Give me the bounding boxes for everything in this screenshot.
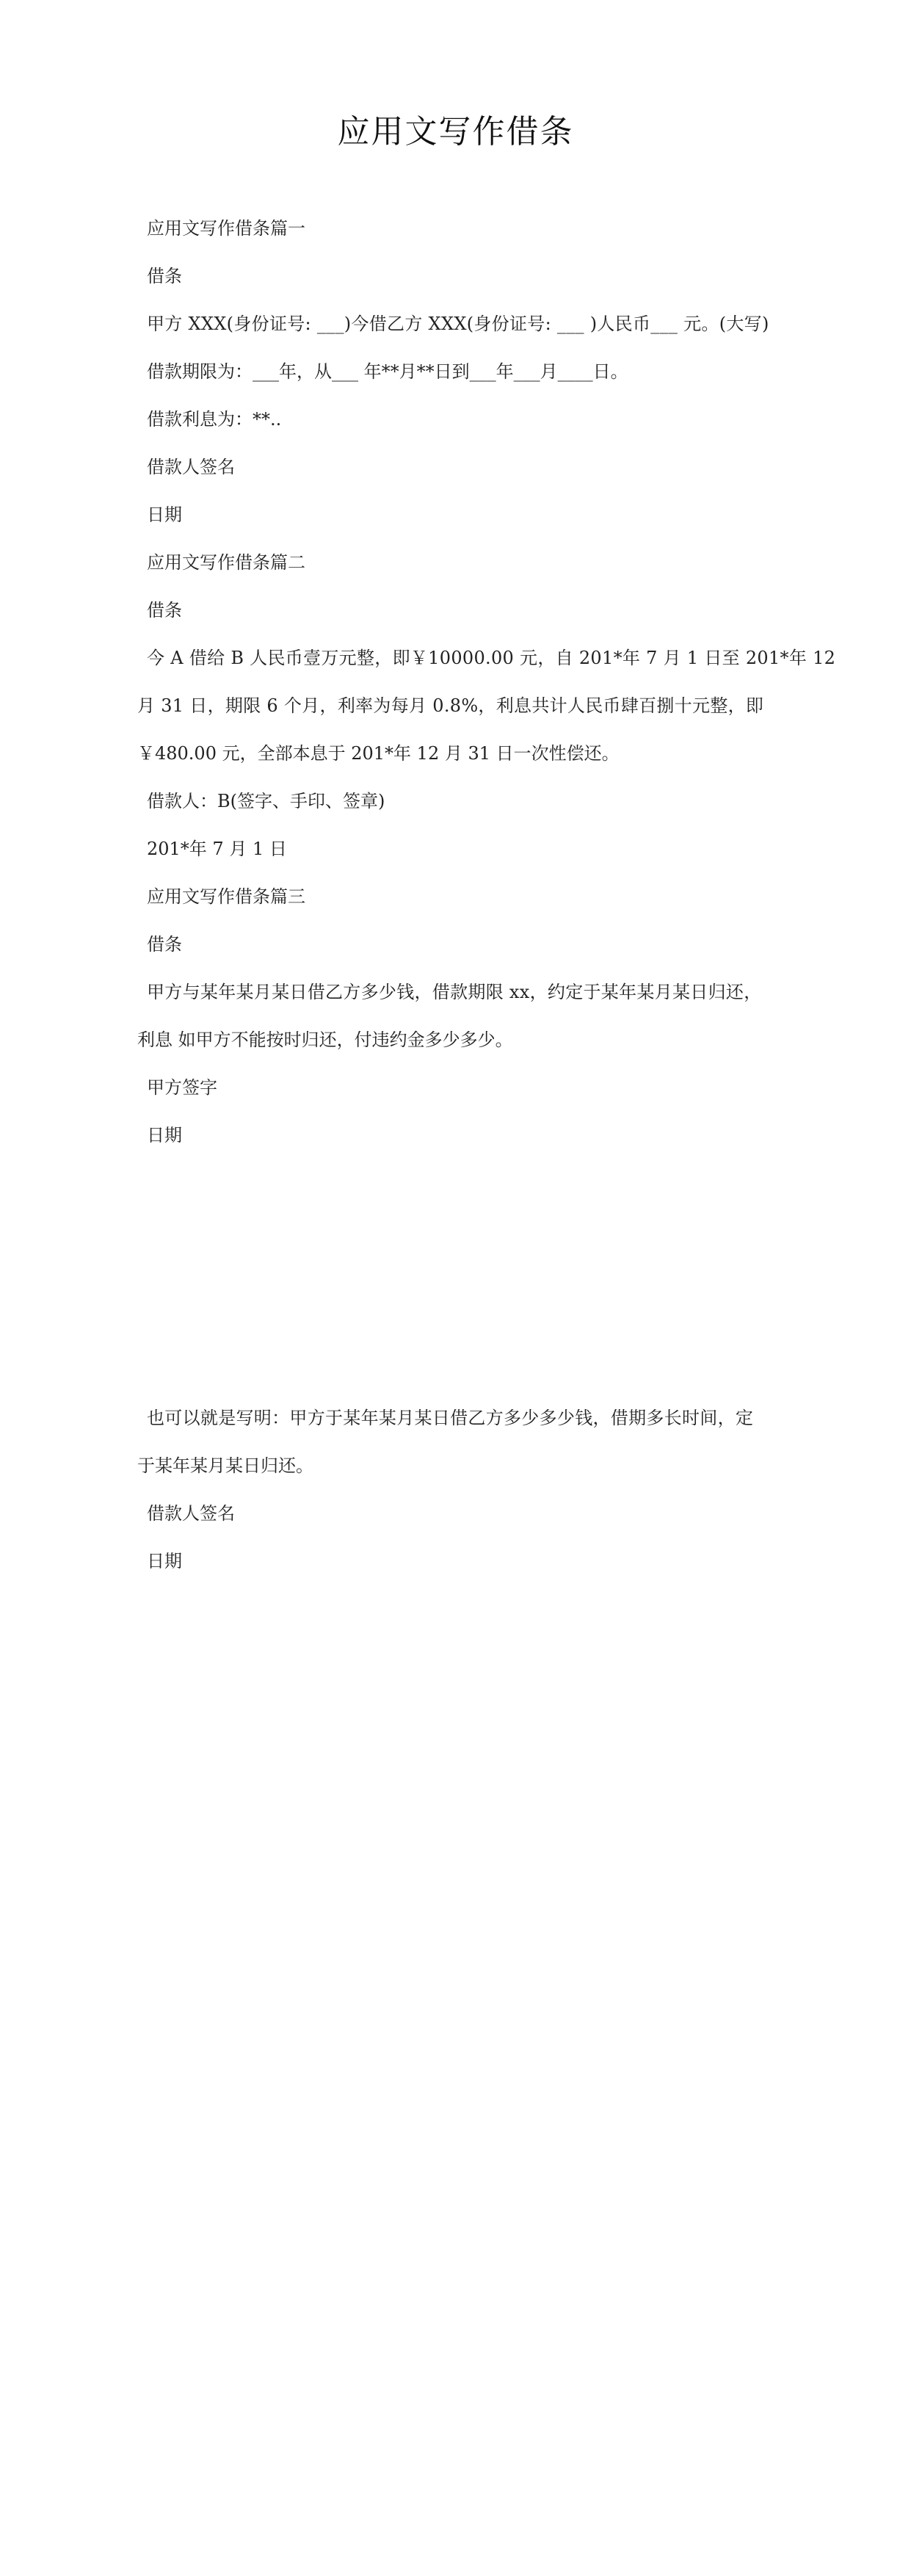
paragraph: 于某年某月某日归还。 — [137, 1455, 313, 1476]
paragraph: 日期 — [147, 1125, 182, 1146]
paragraph: ￥480.00 元，全部本息于 201*年 12 月 31 日一次性偿还。 — [137, 743, 620, 764]
paragraph: 借款人签名 — [147, 1503, 235, 1524]
paragraph: 也可以就是写明：甲方于某年某月某日借乙方多少多少钱，借期多长时间，定 — [147, 1408, 754, 1428]
paragraph: 借条 — [147, 934, 182, 955]
paragraph: 甲方与某年某月某日借乙方多少钱，借款期限 xx，约定于某年某月某日归还， — [147, 982, 762, 1002]
section-heading-3: 应用文写作借条篇三 — [147, 886, 305, 907]
paragraph: 借款利息为：**.. — [147, 409, 282, 430]
paragraph: 借条 — [147, 266, 182, 286]
paragraph: 借款人签名 — [147, 457, 235, 477]
paragraph: 借条 — [147, 600, 182, 621]
paragraph: 月 31 日，期限 6 个月，利率为每月 0.8%，利息共计人民币肆百捌十元整，即 — [137, 695, 764, 716]
paragraph: 借款期限为：___年，从___ 年**月**日到___年___月____日。 — [147, 361, 628, 382]
paragraph: 借款人：B(签字、手印、签章) — [147, 791, 385, 811]
section-heading-2: 应用文写作借条篇二 — [147, 552, 305, 573]
paragraph: 今 A 借给 B 人民币壹万元整，即￥10000.00 元，自 201*年 7 月 1 日至 201*年 12 — [147, 648, 836, 668]
paragraph: 甲方 XXX(身份证号: ___)今借乙方 XXX(身份证号: ___ )人民币___ 元。(大写) — [147, 314, 769, 334]
paragraph: 利息 如甲方不能按时归还，付违约金多少多少。 — [137, 1030, 513, 1050]
paragraph: 日期 — [147, 504, 182, 525]
document-title: 应用文写作借条 — [337, 113, 574, 151]
paragraph: 201*年 7 月 1 日 — [147, 839, 287, 859]
paragraph: 甲方签字 — [147, 1077, 217, 1098]
paragraph: 日期 — [147, 1551, 182, 1571]
section-heading-1: 应用文写作借条篇一 — [147, 218, 305, 239]
